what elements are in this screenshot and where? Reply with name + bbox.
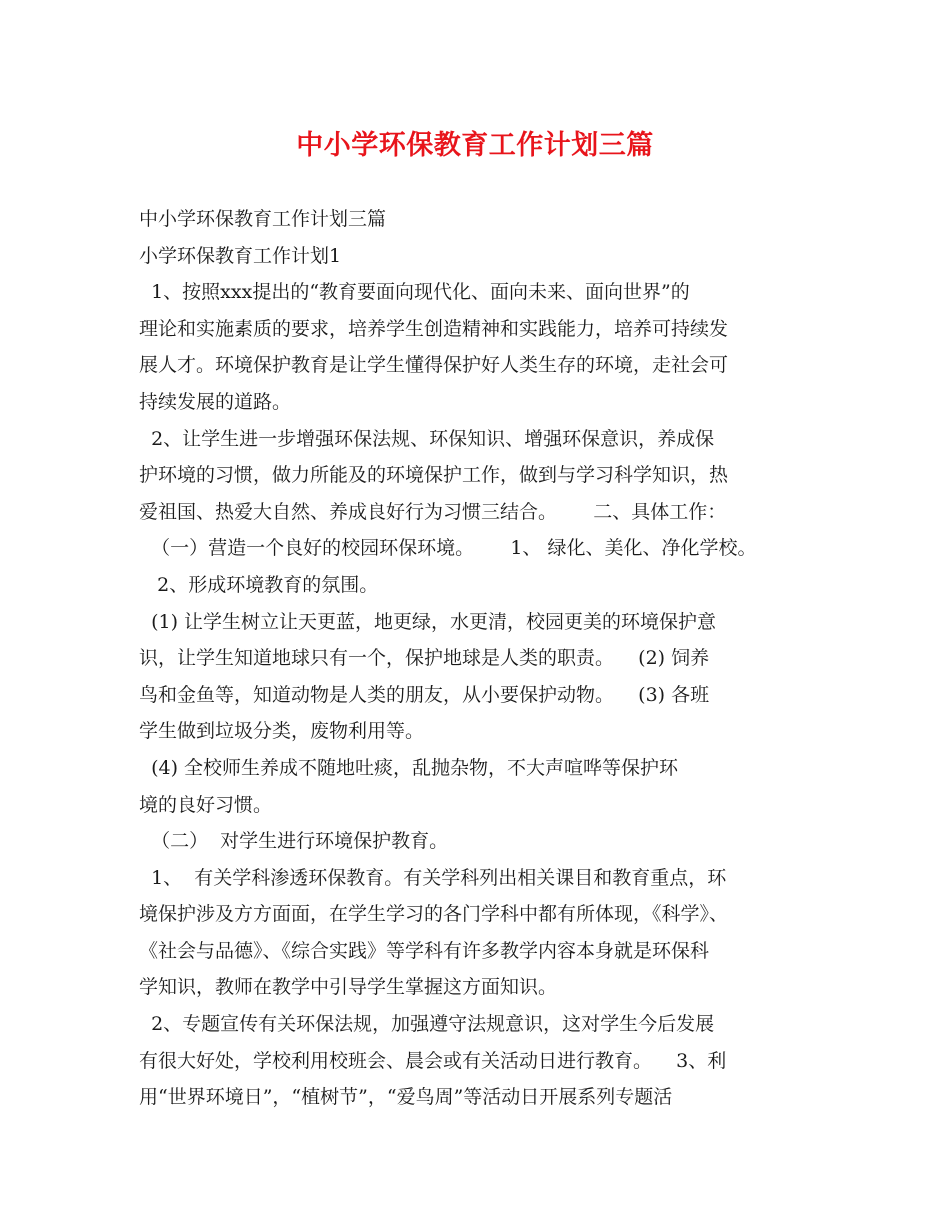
body-line: 中小学环保教育工作计划三篇 xyxy=(139,208,387,230)
body-line: 鸟和金鱼等，知道动物是人类的朋友，从小要保护动物。 (3) 各班 xyxy=(139,683,710,706)
body-line: （一）营造一个良好的校园环保环境。 1、 绿化、美化、净化学校。 xyxy=(139,537,757,560)
body-line: (1) 让学生树立让天更蓝，地更绿，水更清，校园更美的环境保护意 xyxy=(139,610,717,633)
body-line: 小学环保教育工作计划1 xyxy=(139,244,342,267)
document-title: 中小学环保教育工作计划三篇 xyxy=(296,130,654,161)
body-line: 护环境的习惯，做力所能及的环境保护工作，做到与学习科学知识，热 xyxy=(139,464,729,487)
body-line: 1、按照xxx提出的“教育要面向现代化、面向未来、面向世界”的 xyxy=(139,281,690,304)
body-line: 《社会与品德》、《综合实践》等学科有许多教学内容本身就是环保科 xyxy=(139,939,710,962)
body-line: 理论和实施素质的要求，培养学生创造精神和实践能力，培养可持续发 xyxy=(139,317,729,340)
body-line: 2、让学生进一步增强环保法规、环保知识、增强环保意识，养成保 xyxy=(139,427,715,450)
body-line: (4) 全校师生养成不随地吐痰，乱抛杂物，不大声喧哗等保护环 xyxy=(139,756,679,779)
document-body xyxy=(139,201,829,1116)
body-line: 识，让学生知道地球只有一个，保护地球是人类的职责。 (2) 饲养 xyxy=(139,647,710,670)
body-line: （二） 对学生进行环境保护教育。 xyxy=(139,830,449,853)
body-line: 境的良好习惯。 xyxy=(139,793,273,816)
body-line: 有很大好处，学校利用校班会、晨会或有关活动日进行教育。 3、利 xyxy=(139,1049,727,1072)
body-line: 用“世界环境日”，“植树节”，“爱鸟周”等活动日开展系列专题活 xyxy=(139,1086,673,1109)
body-line: 展人才。环境保护教育是让学生懂得保护好人类生存的环境，走社会可 xyxy=(139,354,729,377)
body-line: 境保护涉及方方面面，在学生学习的各门学科中都有所体现，《科学》、 xyxy=(139,903,729,926)
body-line: 学知识，教师在教学中引导学生掌握这方面知识。 xyxy=(139,976,558,999)
body-line: 2、形成环境教育的氛围。 xyxy=(139,573,379,596)
body-line: 1、 有关学科渗透环保教育。有关学科列出相关课目和教育重点，环 xyxy=(139,866,727,889)
body-line: 持续发展的道路。 xyxy=(139,390,292,413)
body-line: 学生做到垃圾分类，废物利用等。 xyxy=(139,720,425,743)
body-line: 爱祖国、热爱大自然、养成良好行为习惯三结合。 二、具体工作： xyxy=(139,500,727,523)
body-line: 2、专题宣传有关环保法规，加强遵守法规意识，这对学生今后发展 xyxy=(139,1013,715,1036)
